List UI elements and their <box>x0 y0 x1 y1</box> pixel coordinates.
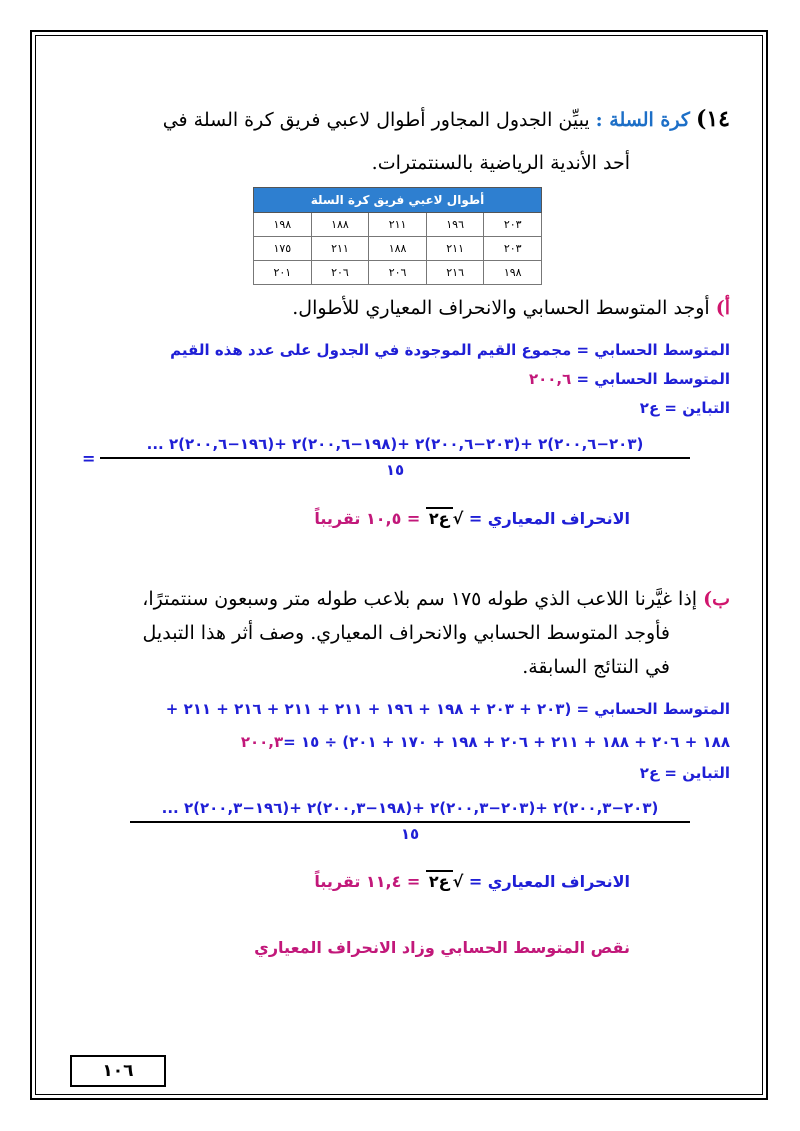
table-cell: ٢٠٣ <box>484 213 542 237</box>
part-a-mean-line <box>70 370 730 388</box>
part-b-fraction-numerator: (٢٠٣−٢٠٠,٣)٢ +(٢٠٣−٢٠٠,٣)٢ +(١٩٨−٢٠٠,٣)٢ +(١٩٦−٢٠٠,٣)٢ ... <box>130 799 690 823</box>
table-cell: ١٩٨ <box>484 261 542 285</box>
part-a-mean-label: المتوسط الحسابي = <box>571 370 730 388</box>
part-a-variance-fraction <box>100 435 690 479</box>
table-cell: ٢٠٦ <box>369 261 427 285</box>
part-b-fraction-denominator: ١٥ <box>400 825 420 843</box>
table-row <box>254 261 542 285</box>
table-cell: ١٧٥ <box>254 237 312 261</box>
part-a-prompt: أوجد المتوسط الحسابي والانحراف المعياري للأطوال. <box>292 297 710 319</box>
part-b-sd-root: ع٢ <box>426 870 453 891</box>
question-text-1: يبيِّن الجدول المجاور أطوال لاعبي فريق كرة السلة في <box>162 109 590 131</box>
table-cell: ٢١١ <box>369 213 427 237</box>
part-a-equals-sign: = <box>82 449 96 468</box>
table-cell: ٢١١ <box>311 237 369 261</box>
part-b-sd-value: = ١١,٤ تقريباً <box>314 872 426 891</box>
part-b-prompt-1: إذا غيَّرنا اللاعب الذي طوله ١٧٥ سم بلاعب طوله متر وسبعون سنتمترًا، <box>142 588 698 610</box>
part-b-variance-fraction <box>130 799 690 843</box>
part-a-fraction-denominator: ١٥ <box>385 461 405 479</box>
part-a-sd-line <box>70 507 630 528</box>
table-cell: ٢٠٦ <box>311 261 369 285</box>
table-cell: ٢١١ <box>426 237 484 261</box>
part-b-mean-value: ٢٠٠,٣ <box>240 733 284 751</box>
part-b-sd-line <box>70 870 630 891</box>
table-cell: ١٩٨ <box>254 213 312 237</box>
table-cell: ١٨٨ <box>311 213 369 237</box>
sqrt-icon: √ <box>452 872 464 891</box>
part-b-mean-line-2 <box>70 733 730 751</box>
part-a-sd-value: = ١٠,٥ تقريباً <box>314 509 426 528</box>
part-a-prompt-line <box>70 297 730 319</box>
part-a-variance: التباين = ع٢ <box>639 399 730 417</box>
sqrt-icon: √ <box>452 509 464 528</box>
table-cell: ٢١٦ <box>426 261 484 285</box>
part-b-sd-label: الانحراف المعياري = <box>463 872 630 891</box>
table-cell: ١٨٨ <box>369 237 427 261</box>
table-header: أطوال لاعبي فريق كرة السلة <box>254 188 542 213</box>
question-line-1 <box>70 106 730 132</box>
part-b-letter: ب) <box>703 588 730 610</box>
question-number: ١٤) <box>695 106 730 132</box>
part-b-mean-line-1: المتوسط الحسابي = (٢٠٣ + ٢٠٣ + ١٩٨ + ١٩٦ + ٢١١ + ٢١١ + ٢١٦ + ٢١١ + <box>165 700 730 718</box>
part-a-letter: أ) <box>715 297 730 319</box>
heights-table <box>253 187 542 285</box>
part-a-mean-definition: المتوسط الحسابي = مجموع القيم الموجودة في الجدول على عدد هذه القيم <box>170 341 730 359</box>
question-title: كرة السلة : <box>595 109 690 131</box>
part-b-prompt-line-1 <box>70 588 730 610</box>
part-a-fraction-numerator: (٢٠٣−٢٠٠,٦)٢ +(٢٠٣−٢٠٠,٦)٢ +(١٩٨−٢٠٠,٦)٢ +(١٩٦−٢٠٠,٦)٢ ... <box>100 435 690 459</box>
table-cell: ٢٠٣ <box>484 237 542 261</box>
table-cell: ١٩٦ <box>426 213 484 237</box>
question-line-2: أحد الأندية الرياضية بالسنتمترات. <box>371 152 630 174</box>
page-number: ١٠٦ <box>70 1055 166 1087</box>
part-b-variance: التباين = ع٢ <box>639 764 730 782</box>
table-row <box>254 237 542 261</box>
table-cell: ٢٠١ <box>254 261 312 285</box>
part-b-conclusion: نقص المتوسط الحسابي وزاد الانحراف المعياري <box>254 938 630 957</box>
part-b-prompt-line-2: فأوجد المتوسط الحسابي والانحراف المعياري. وصف أثر هذا التبديل <box>142 622 670 644</box>
part-a-sd-label: الانحراف المعياري = <box>463 509 630 528</box>
part-b-mean-sum: ١٨٨ + ٢٠٦ + ١٨٨ + ٢١١ + ٢٠٦ + ١٩٨ + ١٧٠ + ٢٠١) ÷ ١٥ = <box>283 733 730 751</box>
part-a-mean-value: ٢٠٠,٦ <box>528 370 572 388</box>
part-a-sd-root: ع٢ <box>426 507 453 528</box>
table-row <box>254 213 542 237</box>
part-b-prompt-line-3: في النتائج السابقة. <box>522 656 670 678</box>
